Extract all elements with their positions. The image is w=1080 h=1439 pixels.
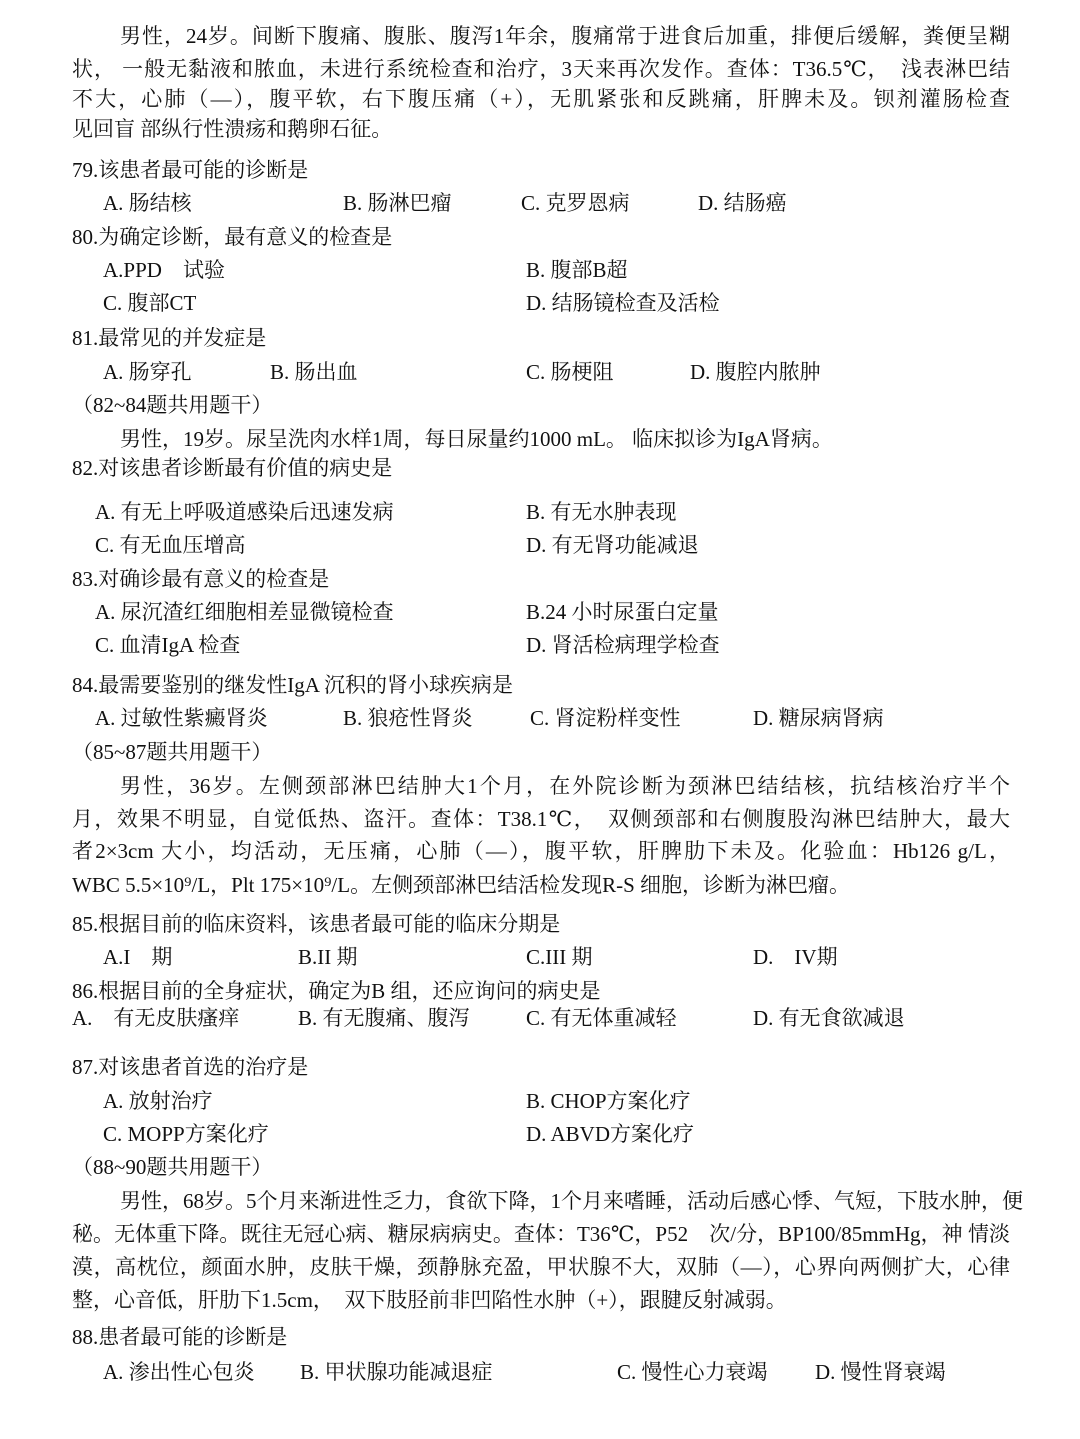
case-text-line: 不大，心肺（—），腹平软，右下腹压痛（+），无肌紧张和反跳痛，肝脾未及。钡剂灌肠检查 — [72, 87, 1010, 111]
question-stem: 86.根据目前的全身症状，确定为B 组，还应询问的病史是 — [72, 979, 601, 1003]
option-c: C. 克罗恩病 — [521, 191, 630, 215]
option-a: A. 过敏性紫癜肾炎 — [95, 706, 268, 730]
option-a: A. 渗出性心包炎 — [103, 1360, 255, 1384]
option-b: B. 甲状腺功能减退症 — [300, 1360, 493, 1384]
option-a: A. 有无皮肤瘙痒 — [72, 1006, 240, 1030]
option-d: D. 结肠癌 — [698, 191, 787, 215]
option-b: B. 肠淋巴瘤 — [343, 191, 452, 215]
case-text-line: WBC 5.5×10⁹/L，Plt 175×10⁹/L。左侧颈部淋巴结活检发现R-S 细胞，诊断为淋巴瘤。 — [72, 873, 851, 897]
option-d: D. 慢性肾衰竭 — [815, 1360, 946, 1384]
option-d: D. 有无肾功能减退 — [526, 533, 699, 557]
option-b: B. 腹部B超 — [526, 258, 628, 282]
case-text-line: 秘。无体重下降。既往无冠心病、糖尿病病史。查体：T36℃，P52 次/分，BP100/85mmHg，神 情淡 — [72, 1222, 1010, 1246]
case-text-line: 月，效果不明显，自觉低热、盗汗。查体：T38.1℃， 双侧颈部和右侧腹股沟淋巴结肿大，最大 — [72, 807, 1010, 831]
option-c: C. 肠梗阻 — [526, 360, 614, 384]
option-b: B. 有无水肿表现 — [526, 500, 677, 524]
question-stem: 83.对确诊最有意义的检查是 — [72, 567, 330, 591]
case-text-line: 漠，高枕位，颜面水肿，皮肤干燥，颈静脉充盈，甲状腺不大，双肺（—），心界向两侧扩大，心律 — [72, 1255, 1010, 1279]
case-text-line: 状， 一般无黏液和脓血，未进行系统检查和治疗，3天来再次发作。查体：T36.5℃， 浅表淋巴结 — [72, 57, 1010, 81]
question-stem: 81.最常见的并发症是 — [72, 326, 267, 350]
option-c: C. MOPP方案化疗 — [103, 1122, 269, 1146]
option-d: D. 腹腔内脓肿 — [690, 360, 821, 384]
option-b: B.II 期 — [298, 945, 358, 969]
option-a: A. 放射治疗 — [103, 1089, 213, 1113]
group-header: （88~90题共用题干） — [72, 1155, 273, 1179]
question-stem: 88.患者最可能的诊断是 — [72, 1325, 288, 1349]
option-b: B.24 小时尿蛋白定量 — [526, 600, 719, 624]
case-text-line: 男性，19岁。尿呈洗肉水样1周，每日尿量约1000 mL。 临床拟诊为IgA肾病。 — [120, 427, 833, 451]
case-text-line: 男性，24岁。间断下腹痛、腹胀、腹泻1年余，腹痛常于进食后加重，排便后缓解，粪便呈糊 — [120, 24, 1010, 48]
option-a: A.PPD 试验 — [103, 258, 225, 282]
case-text-line: 整，心音低，肝肋下1.5cm， 双下肢胫前非凹陷性水肿（+），跟腱反射减弱。 — [72, 1288, 787, 1312]
case-text-line: 见回盲 部纵行性溃疡和鹅卵石征。 — [72, 117, 393, 141]
question-stem: 84.最需要鉴别的继发性IgA 沉积的肾小球疾病是 — [72, 673, 513, 697]
option-c: C. 有无血压增高 — [95, 533, 246, 557]
question-stem: 85.根据目前的临床资料，该患者最可能的临床分期是 — [72, 912, 561, 936]
option-b: B. CHOP方案化疗 — [526, 1089, 691, 1113]
case-text-line: 男性，68岁。5个月来渐进性乏力，食欲下降，1个月来嗜睡，活动后感心悸、气短，下肢水肿，便 — [120, 1189, 1023, 1213]
option-c: C.III 期 — [526, 945, 593, 969]
option-d: D. 结肠镜检查及活检 — [526, 291, 720, 315]
question-stem: 82.对该患者诊断最有价值的病史是 — [72, 456, 393, 480]
option-d: D. IV期 — [753, 945, 838, 969]
option-c: C. 有无体重减轻 — [526, 1006, 677, 1030]
option-c: C. 慢性心力衰竭 — [617, 1360, 768, 1384]
option-a: A. 肠穿孔 — [103, 360, 192, 384]
option-d: D. 有无食欲减退 — [753, 1006, 905, 1030]
case-text-line: 男性，36岁。左侧颈部淋巴结肿大1个月，在外院诊断为颈淋巴结结核，抗结核治疗半个 — [120, 774, 1010, 798]
question-stem: 79.该患者最可能的诊断是 — [72, 158, 309, 182]
option-b: B. 狼疮性肾炎 — [343, 706, 473, 730]
option-d: D. 糖尿病肾病 — [753, 706, 884, 730]
option-b: B. 肠出血 — [270, 360, 358, 384]
option-c: C. 肾淀粉样变性 — [530, 706, 681, 730]
group-header: （85~87题共用题干） — [72, 740, 273, 764]
option-a: A.I 期 — [103, 945, 173, 969]
option-d: D. 肾活检病理学检查 — [526, 633, 720, 657]
option-c: C. 血清IgA 检查 — [95, 633, 241, 657]
case-text-line: 者2×3cm 大小，均活动，无压痛，心肺（—），腹平软，肝脾肋下未及。化验血：Hb126 g/L， — [72, 839, 1010, 863]
option-a: A. 肠结核 — [103, 191, 192, 215]
group-header: （82~84题共用题干） — [72, 393, 273, 417]
question-stem: 87.对该患者首选的治疗是 — [72, 1055, 309, 1079]
option-b: B. 有无腹痛、腹泻 — [298, 1006, 470, 1030]
option-a: A. 尿沉渣红细胞相差显微镜检查 — [95, 600, 394, 624]
option-c: C. 腹部CT — [103, 291, 197, 315]
option-d: D. ABVD方案化疗 — [526, 1122, 695, 1146]
question-stem: 80.为确定诊断，最有意义的检查是 — [72, 225, 393, 249]
option-a: A. 有无上呼吸道感染后迅速发病 — [95, 500, 394, 524]
